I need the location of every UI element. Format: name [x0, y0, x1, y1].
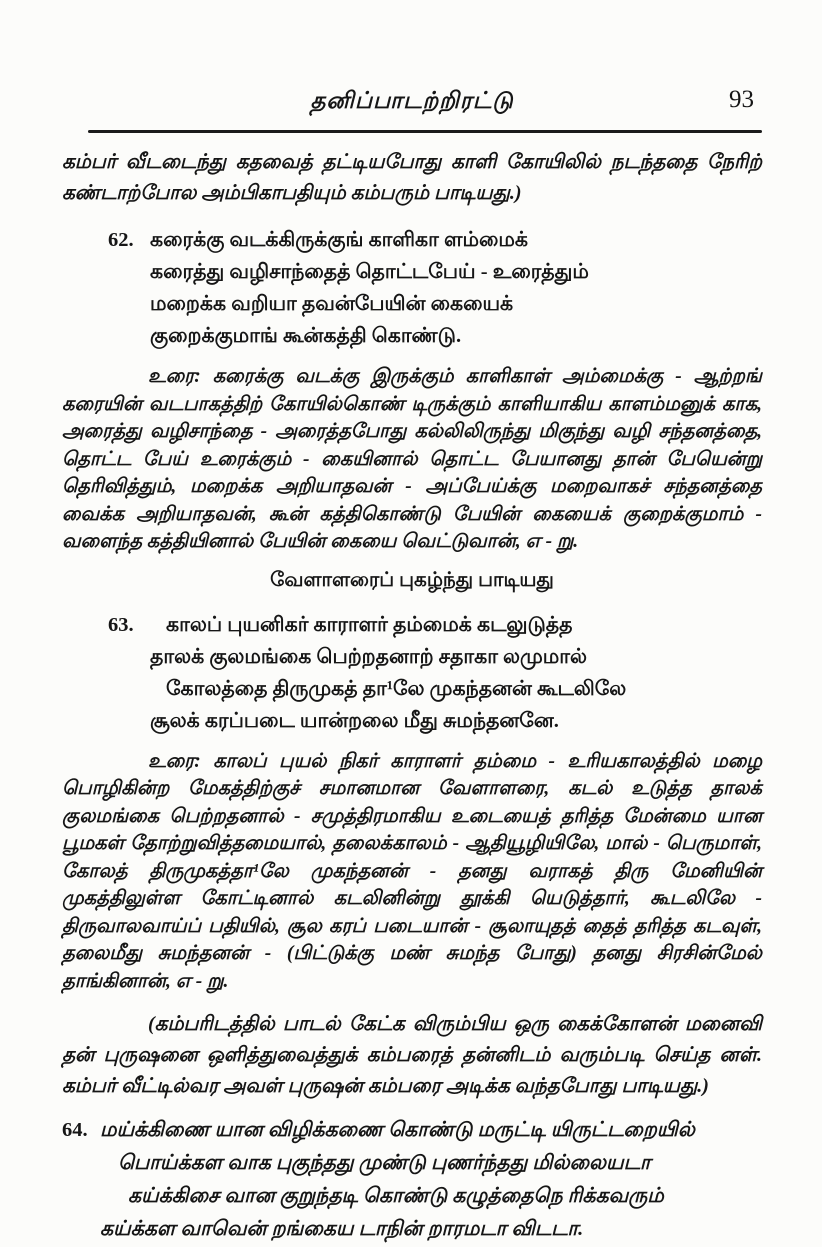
verse-64-number: 64.	[62, 1119, 88, 1141]
header-divider	[88, 130, 762, 133]
verse-64-line-3: கய்க்கிசை வான குறுந்தடி கொண்டு கழுத்தைநெ ரிக்கவரும்	[128, 1185, 664, 1207]
page-title: தனிப்பாடற்றிரட்டு	[310, 88, 514, 113]
page-number: 93	[729, 86, 754, 113]
verse-63	[108, 609, 762, 737]
verse-62-number: 62.	[108, 229, 134, 251]
verse-62-line-2: கரைத்து வழிசாந்தைத் தொட்டபேய் - உரைத்தும்	[150, 261, 589, 283]
intro-note: கம்பர் வீடடைந்து கதவைத் தட்டியபோது காளி கோயிலில் நடந்ததை நேரிற் கண்டாற்போல அம்பிகாபதியும் கம்பரும் பாடியது.)	[62, 151, 762, 204]
verse-62-line-1: கரைக்கு வடக்கிருக்குங் காளிகா ளம்மைக்	[150, 229, 529, 251]
verse-64-line-4: கய்க்கள வாவென் றங்கைய டாநின் றாரமடா விடடா.	[100, 1218, 584, 1240]
verse-63-line-4: சூலக் கரப்படை யான்றலை மீது சுமந்தனனே.	[150, 709, 559, 732]
verse-64	[62, 1114, 762, 1246]
section-heading: வேளாளரைப் புகழ்ந்து பாடியது	[270, 568, 554, 591]
verse-63-line-2: தாலக் குலமங்கை பெற்றதனாற் சதாகா லமுமால்	[150, 645, 588, 668]
urai-63: உரை: காலப் புயல் நிகர் காராளர் தம்மை - உரியகாலத்தில் மழை பொழிகின்ற மேகத்திற்குச் சமானமான வேளாளரை, கடல் உடுத்த தாலக் குலமங்கை பெற்றதனால் - சமுத்திரமாகிய உடையைத் தரித்த மேன்மை யான பூமகள் தோற்றுவித்தமையால், தலைக்காலம் - ஆதியூழியிலே, மால் - பெருமாள், கோலத் திருமுகத்தா¹லே முகந்தனன் - தனது வராகத் திரு மேனியின் முகத்திலுள்ள கோட்டினால் கடலினின்று தூக்கி யெடுத்தார், கூடலிலே - திருவாலவாய்ப் பதியில், சூல கரப் படையான் - சூலாயுதத் தைத் தரித்த கடவுள், தலைமீது சுமந்தனன் - (பிட்டுக்கு மண் சுமந்த போது) தனது சிரசின்மேல் தாங்கினான், எ - று.	[62, 750, 762, 992]
verse-63-line-3: கோலத்தை திருமுகத் தா¹லே முகந்தனன் கூடலிலே	[166, 677, 627, 700]
kambar-note: (கம்பரிடத்தில் பாடல் கேட்க விரும்பிய ஒரு கைக்கோளன் மனைவி தன் புருஷனை ஒளித்துவைத்துக் கம்பரைத் தன்னிடம் வரும்படி செய்த னள். கம்பர் வீட்டில்வர அவள் புருஷன் கம்பரை அடிக்க வந்தபோது பாடியது.)	[62, 1013, 762, 1097]
verse-62	[108, 224, 762, 352]
urai-62: உரை: கரைக்கு வடக்கு இருக்கும் காளிகாள் அம்மைக்கு - ஆற்றங் கரையின் வடபாகத்திற் கோயில்கொண் டிருக்கும் காளியாகிய காளம்மனுக் காக, அரைத்து வழிசாந்தை - அரைத்தபோது கல்லிலிருந்து மிகுந்து வழி சந்தனத்தை, தொட்ட பேய் உரைக்கும் - கையினால் தொட்ட பேயானது தான் பேயென்று தெரிவித்தும், மறைக்க அறியாதவன் - அப்பேய்க்கு மறைவாகச் சந்தனத்தை வைக்க அறியாதவன், கூன் கத்திகொண்டு பேயின் கையைக் குறைக்குமாம் - வளைந்த கத்தியினால் பேயின் கையை வெட்டுவான், எ - று.	[62, 366, 762, 552]
verse-64-line-1: மய்க்கிணை யான விழிக்கணை கொண்டு மருட்டி யிருட்டறையில்	[100, 1119, 695, 1141]
verse-62-line-3: மறைக்க வறியா தவன்பேயின் கையைக்	[150, 293, 514, 315]
verse-62-line-4: குறைக்குமாங் கூன்கத்தி கொண்டு.	[150, 325, 462, 347]
verse-63-number: 63.	[108, 613, 134, 636]
verse-63-line-1: காலப் புயனிகர் காராளர் தம்மைக் கடலுடுத்த	[166, 613, 573, 636]
verse-64-line-2: பொய்க்கள வாக புகுந்தது முண்டு புணர்ந்தது மில்லையடா	[118, 1152, 651, 1174]
page-header	[62, 88, 762, 126]
